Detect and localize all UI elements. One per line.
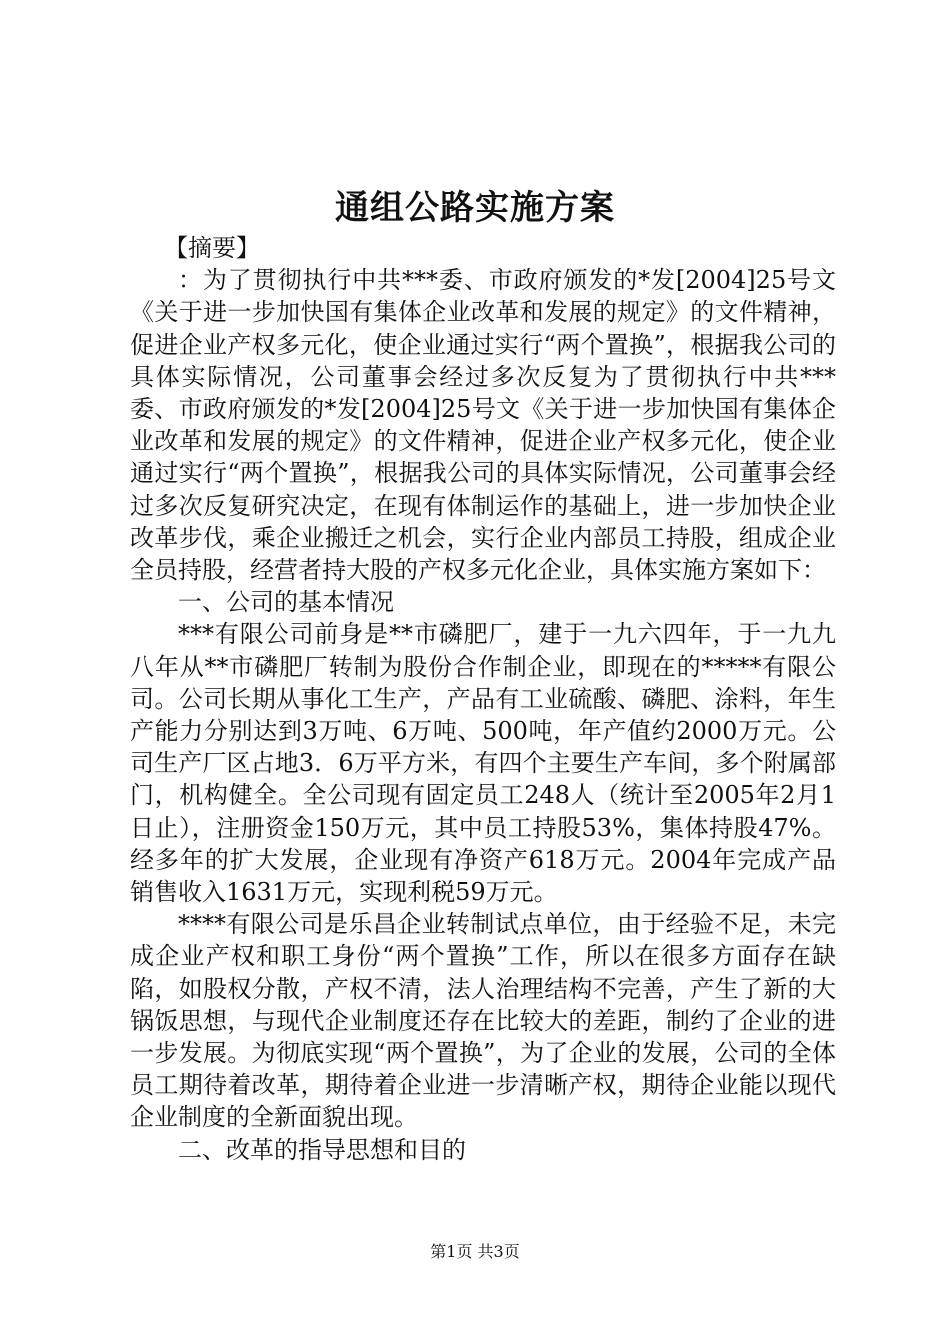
reform-background-paragraph: ****有限公司是乐昌企业转制试点单位，由于经验不足，未完成企业产权和职工身份“两个置换”工作，所以在很多方面存在缺陷，如股权分散，产权不清，法人治理结构不完善，产生了新的大锅饭思想，与现代企业制度还存在比较大的差距，制约了企业的进一步发展。为彻底实现“两个置换”，为了企业的发展，公司的全体员工期待着改革，期待着企业进一步清晰产权，期待企业能以现代企业制度的全新面貌出现。: [130, 910, 836, 1132]
abstract-paragraph: ：为了贯彻执行中共***委、市政府颁发的*发[2004]25号文《关于进一步加快国有集体企业改革和发展的规定》的文件精神，促进企业产权多元化，使企业通过实行“两个置换”，根据我公司的具体实际情况，公司董事会经过多次反复为了贯彻执行中共***委、市政府颁发的*发[2004]25号文《关于进一步加快国有集体企业改革和发展的规定》的文件精神，促进企业产权多元化，使企业通过实行“两个置换”，根据我公司的具体实际情况，公司董事会经过多次反复研究决定，在现有体制运作的基础上，进一步加快企业改革步伐，乘企业搬迁之机会，实行企业内部员工持股，组成企业全员持股，经营者持大股的产权多元化企业，具体实施方案如下：: [130, 266, 836, 585]
document-body: [130, 232, 836, 1166]
section-heading-2: 二、改革的指导思想和目的: [178, 1135, 466, 1164]
document-title: 通组公路实施方案: [335, 188, 615, 228]
company-info-paragraph: ***有限公司前身是**市磷肥厂，建于一九六四年，于一九九八年从**市磷肥厂转制为股份合作制企业，即现在的*****有限公司。公司长期从事化工生产，产品有工业硫酸、磷肥、涂料，年生产能力分别达到3万吨、6万吨、500吨，年产值约2000万元。公司生产厂区占地3．6万平方米，有四个主要生产车间，多个附属部门，机构健全。全公司现有固定员工248人（统计至2005年2月1日止），注册资金150万元，其中员工持股53%，集体持股47%。经多年的扩大发展，企业现有净资产618万元。2004年完成产品销售收入1631万元，实现利税59万元。: [130, 620, 836, 907]
abstract-label: 【摘要】: [164, 234, 260, 262]
section-heading-1: 一、公司的基本情况: [178, 588, 394, 617]
page-footer: 第1页 共3页: [430, 1242, 520, 1261]
